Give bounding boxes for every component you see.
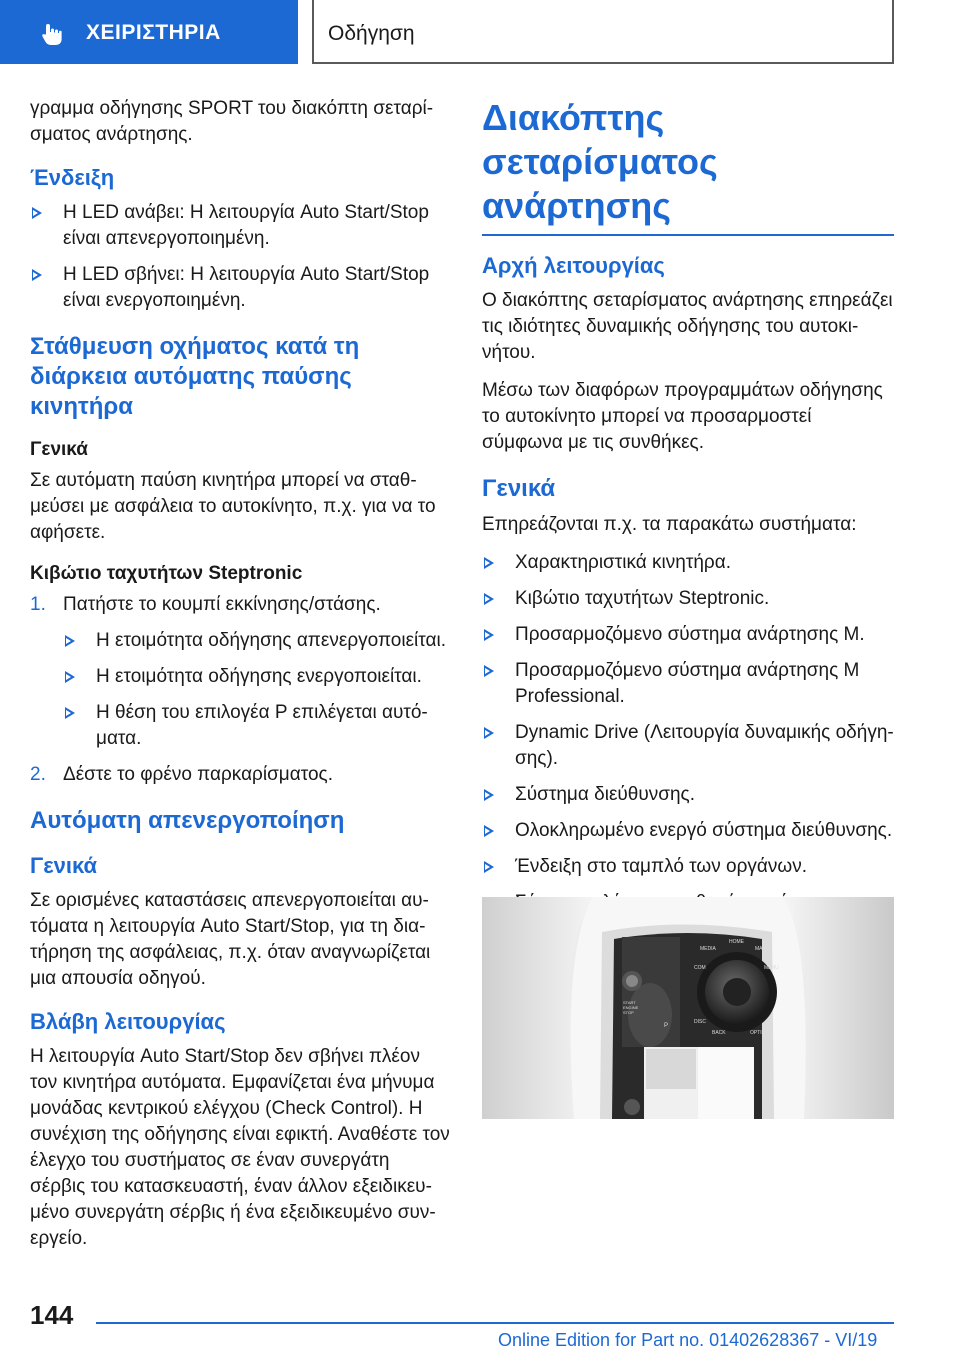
systems-intro: Επηρεάζονται π.χ. τα παρακάτω συστήματα: [482, 514, 857, 535]
list-item-text: Προσαρμοζόμενο σύστημα ανάρτησης M. [515, 624, 865, 645]
console-label: P [664, 1023, 669, 1029]
chapter-tab-label: ΧΕΙΡΙΣΤΗΡΙΑ [86, 21, 221, 44]
hand-pointer-icon [40, 22, 66, 48]
bullet-triangle-icon [484, 825, 494, 837]
console-label: MEDIA [700, 946, 716, 952]
step-text: Πατήστε το κουμπί εκκίνησης/στάσης. [63, 594, 381, 615]
list-item-text: Η ετοιμότητα οδήγησης ενεργοποιείται. [96, 666, 422, 687]
list-item-text: Ένδειξη στο ταμπλό των οργάνων. [515, 856, 807, 877]
bullet-triangle-icon [32, 269, 42, 281]
systems-heading: Γενικά [482, 475, 556, 502]
left-column [30, 96, 450, 1264]
general-text: Σε αυτόματη παύση κινητήρα μπορεί να σταθμεύσει με ασφάλεια το αυτοκίνητο, π.χ. για να το αφήσετε. [30, 470, 436, 543]
list-item-text: Η θέση του επιλογέα P επιλέγεται αυτόματα. [96, 702, 428, 749]
right-column [482, 96, 894, 972]
bullet-triangle-icon [484, 557, 494, 569]
principle-heading: Αρχή λειτουργίας [482, 253, 665, 278]
list-item-text: Ολοκληρωμένο ενεργό σύστημα διεύθυνσης. [515, 820, 893, 841]
list-item-text: Η ετοιμότητα οδήγησης απενεργοποιείται. [96, 630, 446, 651]
list-item [482, 782, 894, 808]
footer-rule [96, 1322, 894, 1324]
list-item-text: Σύστημα διεύθυνσης. [515, 784, 695, 805]
display-list [30, 200, 450, 314]
step-item [30, 762, 450, 788]
chapter-tab[interactable] [0, 0, 298, 64]
section-tab-label: Οδήγηση [328, 22, 415, 45]
section-tab[interactable] [312, 0, 894, 64]
bullet-triangle-icon [484, 861, 494, 873]
list-item [482, 720, 894, 772]
parking-heading: Στάθμευση οχήματος κατά τη διάρκεια αυτόματης παύσης κινητήρα [30, 333, 360, 420]
console-label: HOME [729, 939, 744, 945]
list-item [482, 586, 894, 612]
bullet-triangle-icon [484, 593, 494, 605]
console-label: OPTION [750, 1030, 770, 1036]
systems-list [482, 550, 894, 916]
console-label: MAP [755, 946, 766, 952]
center-console-photo [482, 897, 894, 1119]
step-number: 1. [30, 594, 46, 615]
principle-text-1: Ο διακόπτης σεταρίσματος ανάρτησης επηρεάζει τις ιδιότητες δυναμικής οδήγησης του αυτοκινήτου. [482, 290, 893, 363]
list-item-text: Προσαρμοζόμενο σύστημα ανάρτησης M Professional. [515, 660, 860, 707]
auto-off-general-heading: Γενικά [30, 853, 98, 878]
list-item [63, 700, 450, 752]
bullet-triangle-icon [484, 789, 494, 801]
bullet-triangle-icon [65, 707, 75, 719]
list-item [482, 658, 894, 710]
list-item-text: Κιβώτιο ταχυτήτων Steptronic. [515, 588, 770, 609]
step-item [30, 592, 450, 752]
list-item [30, 200, 450, 252]
fault-heading: Βλάβη λειτουργίας [30, 1009, 226, 1034]
console-label: COM [694, 965, 706, 971]
auto-off-text: Σε ορισμένες καταστάσεις απενεργοποιείται αυτόματα η λειτουργία Auto Start/Stop, για τη διατήρηση της ασφάλειας, π.χ. όταν αναγνωρίζεται μια απουσία οδηγού. [30, 890, 431, 989]
bullet-triangle-icon [484, 665, 494, 677]
steptronic-heading: Κιβώτιο ταχυτήτων Steptronic [30, 563, 303, 584]
list-item [482, 854, 894, 880]
console-label: MENU [764, 965, 779, 971]
general-heading: Γενικά [30, 439, 88, 460]
steps-list [30, 592, 450, 788]
step-number: 2. [30, 764, 46, 785]
console-label: DISC [694, 1019, 706, 1025]
list-item [63, 628, 450, 654]
footer-edition: Online Edition for Part no. 01402628367 - VI/19 [498, 1330, 878, 1350]
list-item-text: Η LED ανάβει: Η λειτουργία Auto Start/Stop είναι απενεργοποιημένη. [63, 202, 429, 249]
list-item-text: Η LED σβήνει: Η λειτουργία Auto Start/Stop είναι ενεργοποιημένη. [63, 264, 430, 311]
display-heading: Ένδειξη [30, 165, 115, 190]
fault-text: Η λειτουργία Auto Start/Stop δεν σβήνει πλέον τον κινητήρα αυτόματα. Εμφανίζεται ένα μήνυμα μονάδας κεντρικού ελέγχου (Check Control). Η συνέχιση της οδήγησης είναι εφικτή. Αναθέστε τον έλεγχο του συστήματος σε έναν συνεργάτη σέρβις του κατασκευαστή, έναν άλλον εξειδικευμένο συνεργάτη σέρβις ή ένα εξειδικευμένο συνεργείο. [30, 1046, 450, 1249]
list-item [482, 550, 894, 576]
console-label: BACK [712, 1030, 726, 1036]
intro-text: γραμμα οδήγησης SPORT του διακόπτη σεταρίσματος ανάρτησης. [30, 98, 434, 145]
bullet-triangle-icon [65, 635, 75, 647]
step-text: Δέστε το φρένο παρκαρίσματος. [63, 764, 333, 785]
bullet-triangle-icon [32, 207, 42, 219]
bullet-triangle-icon [484, 629, 494, 641]
list-item-text: Dynamic Drive (Λειτουργία δυναμικής οδήγησης). [515, 722, 894, 769]
page-title: Διακόπτης σεταρίσματος ανάρτησης [482, 97, 718, 226]
sub-list [63, 628, 450, 752]
auto-off-heading: Αυτόματη απενεργοποίηση [30, 807, 345, 834]
page-number: 144 [30, 1300, 74, 1330]
list-item [30, 262, 450, 314]
list-item [482, 818, 894, 844]
title-block [482, 96, 894, 236]
bullet-triangle-icon [484, 727, 494, 739]
console-illustration [482, 897, 894, 1119]
list-item-text: Χαρακτηριστικά κινητήρα. [515, 552, 731, 573]
console-label: START ENGINE STOP [623, 1000, 639, 1015]
principle-text-2: Μέσω των διαφόρων προγραμμάτων οδήγησης το αυτοκίνητο μπορεί να προσαρμοστεί σύμφωνα με τις συνθήκες. [482, 380, 883, 453]
list-item [482, 622, 894, 648]
list-item [63, 664, 450, 690]
bullet-triangle-icon [65, 671, 75, 683]
